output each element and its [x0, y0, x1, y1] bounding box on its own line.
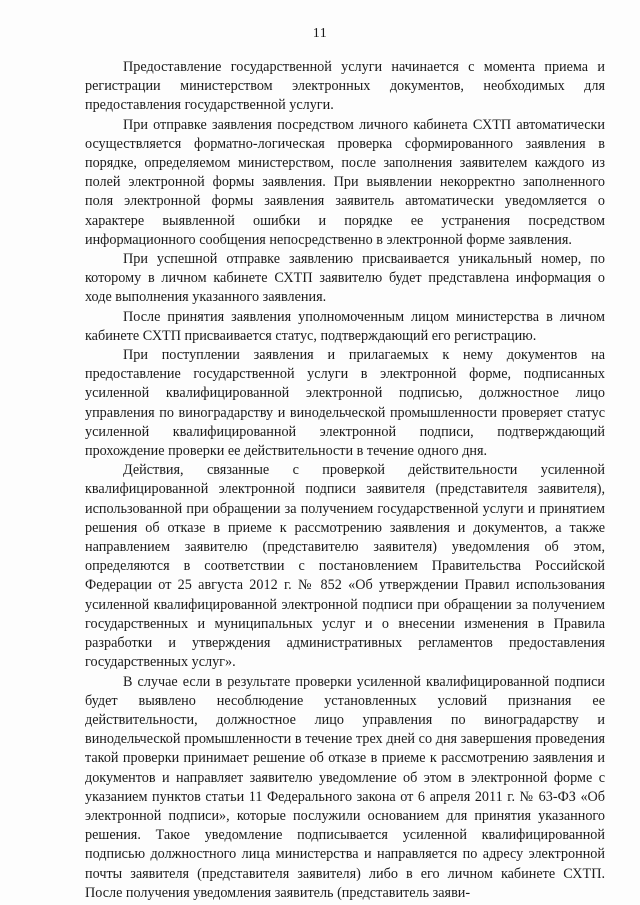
paragraph-unique-number: При успешной отправке заявлению присваивается уникальный номер, по которому в личном кабинете СХТП заявителю будет представлена информация о ходе выполнения указанного заявления. [85, 251, 605, 306]
paragraph-format-check: При отправке заявления посредством личного кабинета СХТП автоматически осуществляется форматно-логическая проверка сформированного заявления в порядке, определяемом министерством, после заполнения заявителем каждого из полей электронной формы заявления. При выявлении некорректно заполненного поля электронной формы заявления заявитель автоматически уведомляется о характере выявленной ошибки и порядке ее устранения посредством информационного сообщения непосредственно в электронной форме заявления. [85, 116, 605, 248]
document-body [85, 58, 605, 903]
page-number: 11 [312, 26, 328, 41]
paragraph-registration-status: После принятия заявления уполномоченным лицом министерства в личном кабинете СХТП присваивается статус, подтверждающий его регистрацию. [85, 308, 605, 344]
paragraph-signature-check: При поступлении заявления и прилагаемых к нему документов на предоставление государственной услуги в электронной форме, подписанных усиленной квалифицированной электронной подписью, должностное лицо управления по виноградарству и винодельческой промышленности проверяет статус усиленной квалифицированной электронной подписи, подтверждающий прохождение проверки ее действительности в течение одного дня. [85, 347, 605, 460]
paragraph-service-start: Предоставление государственной услуги начинается с момента приема и регистрации министерством электронных документов, необходимых для предоставления государственной услуги. [85, 59, 605, 114]
paragraph-refusal-notice: В случае если в результате проверки усиленной квалифицированной подписи будет выявлено несоблюдение установленных условий признания ее действительности, должностное лицо управления по виноградарству и винодельческой промышленности в течение трех дней со дня завершения проведения такой проверки принимает решение об отказе в приеме к рассмотрению заявления и документов и направляет заявителю уведомление об этом в электронной форме с указанием пунктов статьи 11 Федерального закона от 6 апреля 2011 г. № 63-ФЗ «Об электронной подписи», которые послужили основанием для принятия указанного решения. Такое уведомление подписывается усиленной квалифицированной подписью должностного лица министерства и направляется по адресу электронной почты заявителя (представителя заявителя) либо в его личном кабинете СХТП. После получения уведомления заявитель (представитель заяви- [85, 673, 605, 901]
paragraph-government-decree: Действия, связанные с проверкой действительности усиленной квалифицированной электронной подписи заявителя (представителя заявителя), использованной при обращении за получением государственной услуги и принятием решения об отказе в приеме к рассмотрению заявления и документов, а также направлением заявителю (представителю заявителя) уведомления об этом, определяются в соответствии с постановлением Правительства Российской Федерации от 25 августа 2012 г. № 852 «Об утверждении Правил использования усиленной квалифицированной электронной подписи при обращении за получением государственных и муниципальных услуг и о внесении изменения в Правила разработки и утверждения административных регламентов предоставления государственных услуг». [85, 462, 605, 671]
